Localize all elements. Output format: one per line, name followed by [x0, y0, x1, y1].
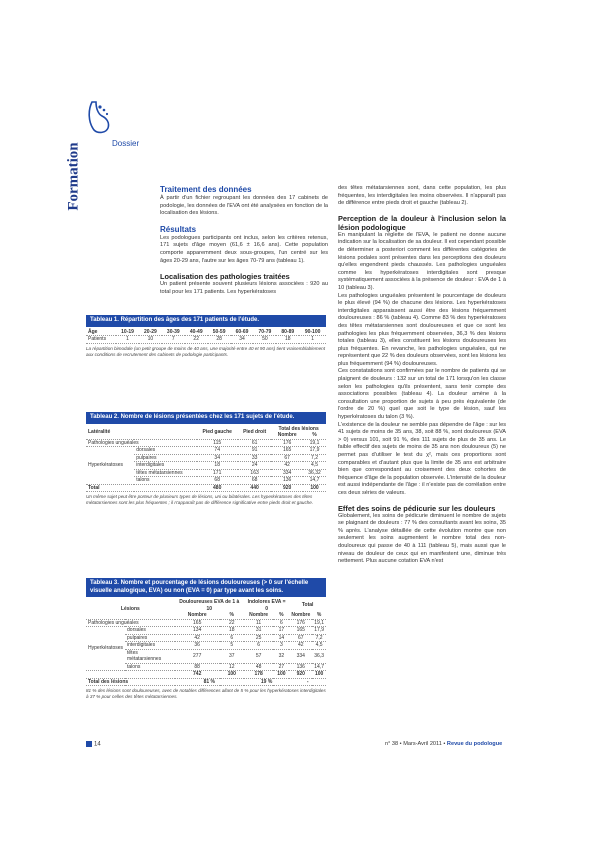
table-cell: %: [316, 612, 322, 618]
table-cell: 25: [255, 634, 262, 641]
paragraph-resultats: Les podologues participants ont inclus, selon les critères retenus, 171 sujets d'âge moyen (61,6 ± 16,6 ans). Cette population comporte apparemment deux sous-groupes, l'un centré sur les âges 20-29 ans, l'autre sur les âges 70-79 ans (tableau 1).: [160, 234, 328, 264]
table-cell: Âge: [88, 328, 98, 335]
table-cell: 91: [251, 447, 258, 453]
table-cell: 61: [251, 439, 258, 446]
subsection-label: Dossier: [112, 139, 140, 148]
table-cell: 36,3: [314, 652, 324, 659]
table-row: [86, 599, 326, 612]
table-cell: 1: [126, 336, 129, 342]
table-cell: 100: [277, 671, 286, 677]
table-cell: pulpaires: [136, 454, 157, 461]
table-cell: 18: [284, 336, 291, 342]
table-cell: dorsales: [136, 447, 156, 453]
table-cell: 17,9: [314, 627, 324, 633]
journal-name: Revue du podologue: [446, 741, 503, 747]
table-cell: 12: [228, 663, 235, 670]
table-cell: Nombre: [249, 612, 269, 618]
table-cell: 6: [230, 634, 234, 641]
table-cell: 5: [230, 642, 234, 648]
table-cell: Nombre: [291, 612, 311, 618]
table-cell: 30-39: [166, 328, 180, 335]
table-3: [86, 578, 326, 700]
square-marker-icon: [86, 741, 92, 747]
right-column: [338, 185, 506, 566]
section-title: Formation: [65, 142, 82, 211]
table-cell: pulpaires: [127, 634, 148, 641]
table-cell: 34: [239, 336, 245, 342]
table-cell: Hyperkératoses: [88, 462, 124, 468]
table-3-title: Tableau 3. Nombre et pourcentage de lésions douloureuses (> 0 sur l'échelle visuelle analogique, EVA) ou non (EVA = 0) par type avant les soins.: [86, 578, 326, 597]
table-2: [86, 412, 326, 506]
table-cell: 19,1: [314, 619, 324, 626]
table-cell: 178: [254, 671, 263, 677]
table-cell: 42: [194, 634, 200, 641]
table-cell: 6: [279, 619, 283, 626]
table-cell: 17,9: [309, 447, 320, 453]
table-cell: Nombre: [187, 612, 207, 618]
table-cell: 67: [284, 454, 290, 461]
table-cell: Lésions: [120, 605, 140, 612]
table-cell: 165: [283, 447, 292, 453]
table-cell: 134: [193, 627, 202, 633]
table-1: [86, 315, 326, 358]
table-cell: 7,2: [311, 454, 318, 461]
table-cell: Total des lésions: [278, 425, 319, 432]
page-number-text: 14: [94, 741, 101, 748]
table-cell: 81 %: [203, 678, 215, 685]
table-cell: 70-79: [258, 328, 272, 335]
table-cell: talons: [127, 663, 141, 670]
table-cell: 136: [296, 663, 305, 670]
table-cell: dorsales: [127, 627, 146, 633]
heading-localisation: Localisation des pathologies traitées: [160, 272, 290, 282]
table-cell: 60-69: [235, 328, 249, 335]
table-2-title: Tableau 2. Nombre de lésions présentées chez les 171 sujets de l'étude.: [86, 412, 326, 424]
table-cell: Nombre: [277, 432, 297, 438]
section-label: [66, 140, 82, 214]
heading-perception: Perception de la douleur à l'inclusion selon la lésion podologique: [338, 213, 506, 232]
table-cell: 42: [298, 642, 304, 648]
table-cell: 480: [213, 484, 222, 491]
paragraph-intro: des têtes métatarsiennes sont, dans cette population, les plus fréquentes, les interdigitales les moins observées. Il n'apparaît pas de différence entre pieds droit et gauche (tableau 2).: [338, 185, 506, 207]
table-cell: interdigitales: [136, 462, 165, 468]
table-3-grid: [86, 599, 326, 686]
table-row: [86, 678, 326, 686]
table-cell: Pied gauche: [202, 428, 232, 435]
table-cell: 28: [216, 336, 222, 342]
table-cell: 27: [278, 663, 285, 670]
table-cell: 42: [284, 462, 290, 468]
table-cell: 36,32: [308, 469, 321, 476]
table-cell: 165: [296, 627, 305, 633]
table-cell: 40-49: [189, 328, 203, 335]
table-cell: 11: [256, 619, 262, 626]
table-cell: 176: [296, 619, 305, 626]
table-cell: 920: [283, 484, 292, 491]
table-cell: 136: [283, 477, 292, 483]
table-cell: Patients: [88, 336, 107, 342]
table-cell: 14: [278, 634, 285, 641]
table-2-grid: [86, 426, 326, 493]
paragraph-traitement: À partir d'un fichier regroupant les données des 17 cabinets de podologie, les données de l'EVA ont été analysées en fonction de la localisation des lésions.: [160, 195, 328, 217]
table-cell: Hyperkératoses: [88, 645, 124, 652]
table-1-note: La répartition bimodale (un petit groupe de moins de 40 ans, une majorité entre 40 et 90 ans) tient vraisemblablement aux conditions de recrutement des cabinets de podologie participants.: [86, 345, 326, 357]
table-cell: têtes métatarsiennes: [136, 469, 183, 476]
table-cell: 4,5: [315, 642, 323, 648]
table-cell: 32: [278, 652, 285, 659]
table-cell: 24: [251, 462, 258, 468]
table-cell: 277: [193, 652, 202, 659]
table-row: [86, 627, 326, 635]
table-cell: 742: [193, 671, 202, 677]
table-cell: 80-89: [281, 328, 295, 335]
table-cell: 68: [251, 477, 258, 483]
table-cell: 74: [214, 447, 220, 453]
table-cell: 10-19: [121, 328, 134, 335]
table-cell: Indolores EVA = 0: [247, 599, 286, 612]
table-cell: 334: [283, 469, 292, 476]
table-cell: %: [279, 612, 284, 618]
table-cell: 19 %: [260, 678, 273, 685]
table-cell: [86, 671, 175, 679]
table-cell: interdigitales: [127, 642, 156, 648]
table-cell: 100: [314, 671, 324, 677]
paragraph-perception-2: Les pathologies unguéales présentent le pourcentage de douleurs le plus élevé (94 %) de chacune des lésions. Les hyperkératoses interdigitales apparaissent aussi être des lésions fréquemment douloureuses : 86 % (tableau 4). Comme 83 % des hyperkératoses des têtes métatarsiennes sont douloureuses et que ce sont les pathologies les plus fréquemment observées, 36,3 % des lésions totales (tableau 3), elles constituent les lésions douloureuses les plus fréquentes. En revanche, les pathologies unguéales, qui ne représentent que 22 % des douleurs observées, sont les lésions les plus fréquemment (94 %) douloureuses.: [338, 292, 506, 367]
table-cell: 3: [279, 642, 283, 648]
table-cell: 48: [255, 663, 262, 670]
page-number: [86, 741, 101, 748]
foot-logo-icon: [86, 100, 112, 134]
table-cell: 163: [250, 469, 259, 476]
table-cell: têtes métatarsiennes: [127, 649, 162, 662]
table-cell: 165: [193, 619, 202, 626]
table-cell: 33: [251, 454, 258, 461]
table-row: [86, 671, 326, 679]
table-cell: 14,7: [309, 477, 320, 483]
table-cell: 37: [228, 652, 235, 659]
table-cell: 68: [214, 477, 220, 483]
table-cell: 18: [228, 627, 235, 633]
table-cell: 22: [193, 336, 199, 342]
table-cell: 14,7: [314, 663, 324, 670]
table-cell: 440: [250, 484, 259, 491]
table-2-note: Un même sujet peut être porteur de plusieurs types de lésions, uni ou bilatérales. Les hyperkératoses des têtes métatarsiennes sont les plus fréquentes ; il n'apparaît pas de différence significative entre pieds droit et gauche.: [86, 494, 314, 505]
table-1-grid: [86, 329, 326, 344]
table-row: [86, 484, 326, 492]
paragraph-effet: Globalement, les soins de pédicurie diminuent le nombre de sujets se plaignant de douleurs : 77 % des consultants avant les soins, 35 % après. L'analyse détaillée de cette évolution montre que non seulement les soins augmentent le nombre total des non-douloureux qui passe de 40 à 111 (tableau 5), mais aussi que le niveau de douleur de ceux qui en manifestent une, diminue très nettement. Plus aucune cotation EVA n'est: [338, 512, 506, 565]
table-cell: 18: [214, 462, 220, 468]
table-cell: Pied droit: [243, 428, 267, 435]
table-row: [86, 329, 326, 336]
paragraph-perception-4: L'existence de la douleur ne semble pas dépendre de l'âge : sur les 41 sujets de moins de 35 ans, 38, soit 88 %, sont douloureux (EVA > 0) versus 101, soit 91 %, des 111 sujets de plus de 35 ans. Le faible effectif des sujets de moins de 35 ans non douloureux (5) ne permet pas d'utiliser le test du χ², mais ces proportions sont comparables et d'autant plus que la limite de 35 ans est arbitraire bien que correspondant au croisement des deux cohortes de fréquence d'âge de la population observée. L'intensité de la douleur est aussi indépendante de l'âge : il n'existe pas de corrélation entre ces deux séries de valeurs.: [338, 421, 506, 496]
table-cell: 7: [171, 336, 175, 342]
heading-resultats: Résultats: [160, 224, 197, 234]
table-cell: 57: [255, 652, 262, 659]
table-cell: Pathologies unguéales: [88, 619, 139, 626]
table-row: [86, 447, 326, 455]
table-row: [86, 619, 326, 627]
table-cell: Total: [301, 602, 314, 609]
left-column: [160, 185, 328, 296]
table-row: [86, 336, 326, 344]
table-1-title: Tableau 1. Répartition des âges des 171 patients de l'étude.: [86, 315, 326, 327]
table-cell: 19,1: [309, 439, 320, 446]
table-cell: %: [312, 432, 317, 438]
table-3-note: 81 % des lésions sont douloureuses, avec de notables différences allant de 5 % pour les hyperkératoses interdigitales à 37 % pour celles des têtes métatarsiennes.: [86, 688, 326, 699]
table-cell: 4,5: [311, 462, 318, 468]
table-cell: Latéralité: [88, 428, 111, 435]
heading-traitement: Traitement des données: [160, 185, 252, 194]
table-cell: %: [229, 612, 234, 618]
table-cell: 176: [283, 439, 292, 446]
footer-issue: [385, 741, 502, 747]
table-cell: Total des lésions: [88, 678, 129, 685]
paragraph-perception-3: Ces constatations sont confirmées par le nombre de patients qui se plaignent de douleurs : 132 sur un total de 171 lorsqu'on les classe selon les pathologies qu'ils présentent, sans tenir compte des associations possibles (tableau 4). La douleur amène à la consultation une proportion de sujets à peu près équivalente (de l'ordre de 20 %) quel que soit le type de lésion, sauf les hyperkératoses du talon (3 %).: [338, 368, 506, 421]
table-cell: Pathologies unguéales: [88, 439, 139, 446]
table-cell: 115: [213, 439, 222, 446]
table-cell: 7,2: [315, 634, 323, 641]
table-cell: 31: [255, 627, 262, 633]
table-cell: Douloureuses EVA de 1 à 10: [179, 599, 240, 612]
table-cell: 334: [296, 652, 305, 659]
table-cell: 67: [298, 634, 304, 641]
table-cell: 100: [227, 671, 236, 677]
table-cell: 20-29: [144, 328, 157, 335]
table-cell: 90-100: [304, 328, 321, 335]
table-cell: talons: [136, 477, 150, 483]
table-cell: 171: [213, 469, 222, 476]
table-cell: 36: [194, 642, 200, 648]
table-cell: 6: [257, 642, 260, 648]
table-cell: 88: [194, 663, 200, 670]
table-cell: 34: [214, 454, 220, 461]
table-cell: -: [306, 678, 309, 685]
table-cell: 17: [278, 627, 285, 633]
table-cell: 10: [147, 336, 154, 342]
table-cell: 50-59: [212, 328, 226, 335]
heading-effet: Effet des soins de pédicurie sur les douleurs: [338, 503, 496, 513]
table-cell: 50: [262, 336, 268, 342]
table-row: [86, 439, 326, 447]
table-cell: 100: [310, 484, 319, 491]
table-cell: 1: [311, 336, 314, 342]
table-cell: 22: [228, 619, 235, 626]
table-cell: 920: [296, 671, 305, 677]
paragraph-localisation: Un patient présente souvent plusieurs lésions associées : 920 au total pour les 171 patients. Les hyperkératoses: [160, 281, 328, 295]
table-cell: Total: [88, 484, 100, 491]
issue-text: n° 38 • Mars-Avril 2011 •: [385, 741, 447, 747]
paragraph-perception-1: En manipulant la réglette de l'EVA, le patient ne donne aucune indication sur la localisation de sa douleur. Il est cependant possible de déterminer a posteriori comment les différentes catégories de lésions podales sont présentes dans les perceptions des douleurs qu'elles engendrent pieds chaussés. Les pathologies unguéales comme les hyperkératoses interdigitales sont presque systématiquement associées à la présence de douleur : EVA de 1 à 10 (tableau 3).: [338, 231, 506, 291]
